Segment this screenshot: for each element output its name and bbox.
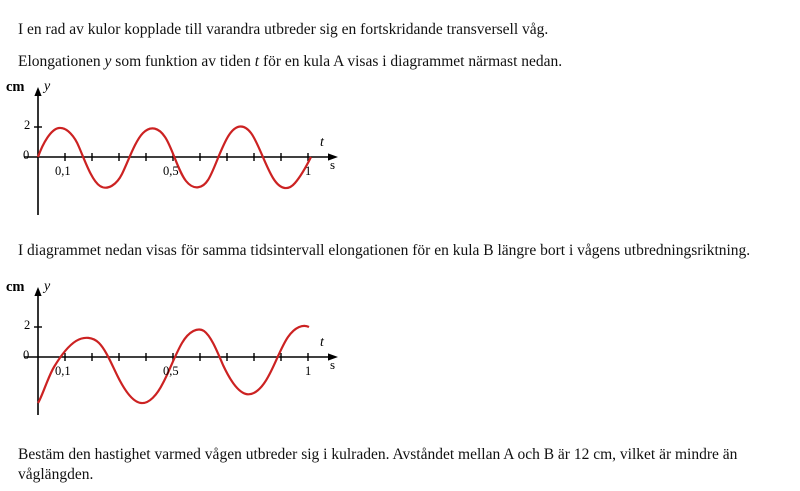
- x-tick-label-b-1: 1: [305, 364, 312, 378]
- x-tick-label-a-1: 1: [305, 164, 312, 178]
- x-tick-label-a-01: 0,1: [55, 164, 71, 178]
- diagram-a-svg: [8, 85, 368, 220]
- y-unit-label-b: cm: [6, 279, 25, 295]
- y-tick-label-b-2: 2: [24, 318, 31, 332]
- y-axis-arrow: [34, 87, 41, 96]
- x-unit-label-b: s: [330, 357, 336, 372]
- math-var-y: y: [104, 53, 112, 70]
- paragraph-elongation-a-post: för en kula A visas i diagrammet närmast nedan.: [262, 53, 563, 70]
- paragraph-question: [18, 445, 758, 485]
- diagram-b-svg: [8, 285, 368, 420]
- paragraph-elongation-a-pre: Elongationen: [18, 53, 101, 70]
- paragraph-elongation-a: [18, 52, 778, 72]
- y-axis-label-b: y: [44, 279, 51, 294]
- paragraph-intro-text: I en rad av kulor kopplade till varandra utbreder sig en fortskridande transversell våg.: [18, 21, 549, 38]
- x-unit-label-a: s: [330, 157, 336, 172]
- y-tick-label-a-2: 2: [24, 118, 31, 132]
- diagram-kula-a: [6, 79, 368, 220]
- x-tick-label-b-01: 0,1: [55, 364, 71, 378]
- x-axis-label-b: t: [320, 335, 324, 350]
- y-axis-arrow: [34, 287, 41, 296]
- paragraph-diagram-b: [18, 241, 758, 261]
- y-axis-label-a: y: [44, 79, 51, 94]
- math-var-t: t: [254, 53, 260, 70]
- paragraph-intro: [18, 20, 778, 40]
- x-tick-label-b-05: 0,5: [163, 364, 179, 378]
- y-unit-label-a: cm: [6, 79, 25, 95]
- paragraph-diagram-b-text: I diagrammet nedan visas för samma tidsintervall elongationen för en kula B längre bort i vågens utbredningsriktning.: [18, 242, 751, 259]
- y-tick-label-a-0: 0: [23, 148, 30, 162]
- diagram-kula-b: [6, 279, 368, 420]
- y-tick-label-b-0: 0: [23, 348, 30, 362]
- paragraph-question-text: Bestäm den hastighet varmed vågen utbreder sig i kulraden. Avståndet mellan A och B är 12 cm, vilket är mindre än våglängden.: [18, 446, 738, 483]
- x-axis-label-a: t: [320, 135, 324, 150]
- paragraph-elongation-a-mid: som funktion av tiden: [115, 53, 251, 70]
- x-tick-label-a-05: 0,5: [163, 164, 179, 178]
